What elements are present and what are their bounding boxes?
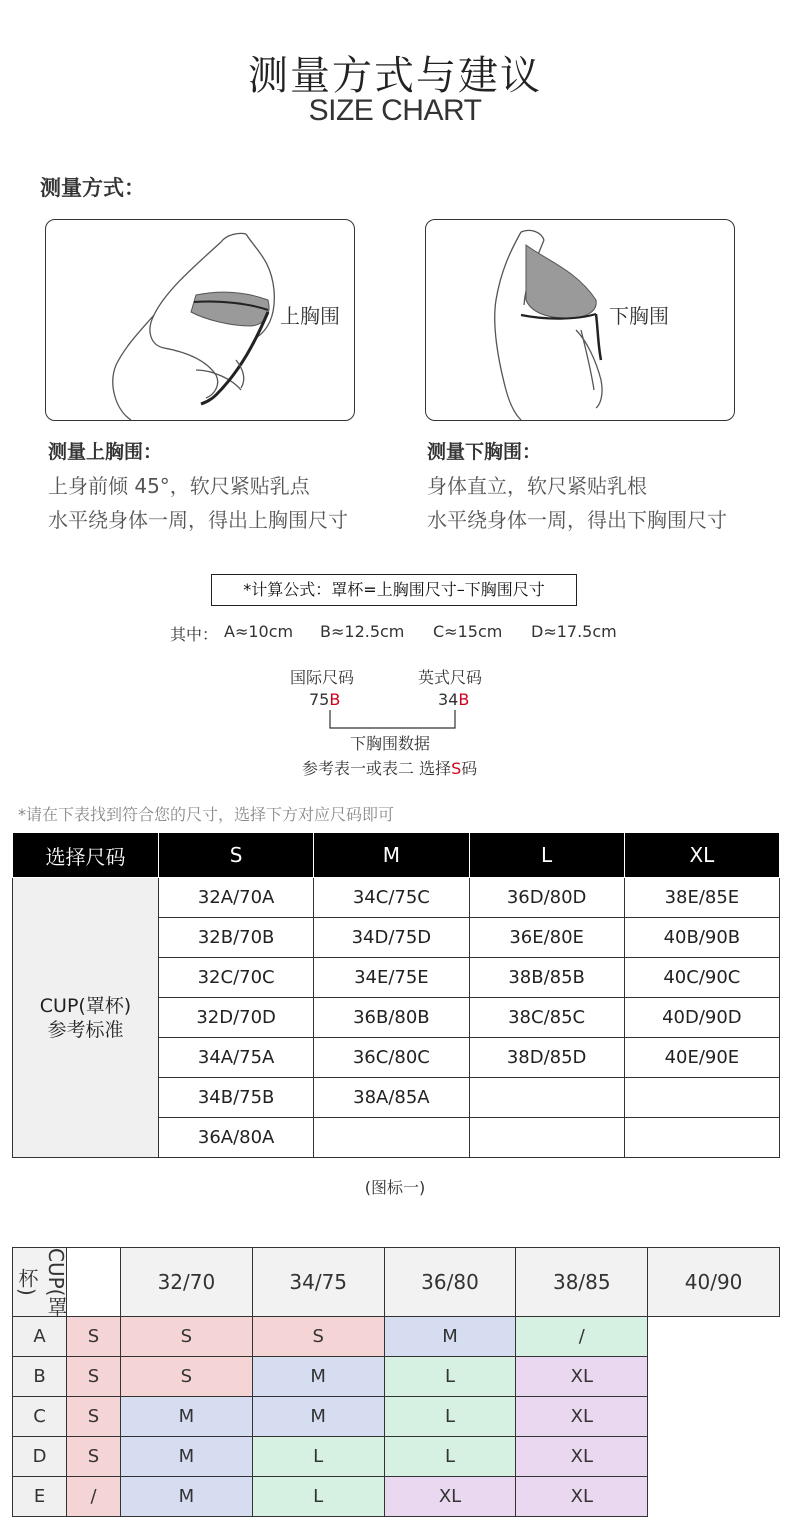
upper-bust-image-label: 上胸围 xyxy=(280,304,340,328)
table-row xyxy=(13,878,780,918)
reference-size: S xyxy=(451,759,462,778)
table-one-caption: (图标一) xyxy=(364,1178,426,1197)
size-cell: M xyxy=(121,1397,253,1437)
table-cell: 36B/80B xyxy=(314,998,469,1038)
table-cell: 32B/70B xyxy=(159,918,314,958)
selection-note: *请在下表找到符合您的尺寸，选择下方对应尺码即可 xyxy=(18,805,395,824)
size-cell: L xyxy=(384,1437,516,1477)
cup-reference-label-line1: CUP(罩杯) xyxy=(39,994,132,1017)
table-cell: 36A/80A xyxy=(159,1118,314,1158)
size-cell: XL xyxy=(384,1477,516,1517)
uk-size-number: 34 xyxy=(438,690,459,709)
under-bust-data-label: 下胸围数据 xyxy=(350,734,431,753)
uk-size-label: 英式尺码 xyxy=(418,668,483,687)
cup-reference-label-line2: 参考标准 xyxy=(47,1018,124,1041)
size-cell: L xyxy=(384,1397,516,1437)
size-cell: S xyxy=(121,1357,253,1397)
size-cell: XL xyxy=(516,1477,648,1517)
band-header-36-80: 36/80 xyxy=(384,1248,516,1317)
band-header-38-85: 38/85 xyxy=(516,1248,648,1317)
cup-axis-label xyxy=(13,1248,67,1317)
value-c: C≈15cm xyxy=(433,622,503,641)
size-cell: L xyxy=(252,1437,384,1477)
size-cell: XL xyxy=(516,1357,648,1397)
cup-axis-label-text: CUP(罩杯) xyxy=(15,1248,68,1317)
table-row xyxy=(13,1437,780,1477)
under-bust-caption-line1: 身体直立，软尺紧贴乳根 xyxy=(427,474,647,498)
cup-letter: D xyxy=(13,1437,67,1477)
size-cell: M xyxy=(252,1397,384,1437)
size-header-m: M xyxy=(314,833,469,878)
under-bust-image-label: 下胸围 xyxy=(609,304,669,328)
size-cell: S xyxy=(67,1357,121,1397)
size-cell: XL xyxy=(516,1397,648,1437)
size-chart-table-two xyxy=(12,1247,780,1517)
table-row xyxy=(13,1477,780,1517)
size-cell: / xyxy=(67,1477,121,1517)
cup-letter: E xyxy=(13,1477,67,1517)
size-cell: S xyxy=(121,1317,253,1357)
size-cell: M xyxy=(252,1357,384,1397)
size-cell: / xyxy=(516,1317,648,1357)
size-cell: S xyxy=(67,1397,121,1437)
under-bust-caption-title: 测量下胸围： xyxy=(427,441,542,463)
size-header-xl: XL xyxy=(624,833,779,878)
value-a: A≈10cm xyxy=(224,622,294,641)
size-header-l: L xyxy=(469,833,624,878)
reference-suffix: 码 xyxy=(461,759,478,778)
uk-size-example xyxy=(438,690,469,709)
size-header-s: S xyxy=(159,833,314,878)
table-cell: 34E/75E xyxy=(314,958,469,998)
value-b: B≈12.5cm xyxy=(320,622,405,641)
uk-size-cup: B xyxy=(458,690,470,709)
table-cell: 32D/70D xyxy=(159,998,314,1038)
cup-reference-label xyxy=(13,878,159,1158)
table-cell: 40E/90E xyxy=(624,1038,779,1078)
size-cell: M xyxy=(121,1477,253,1517)
table-cell: 36E/80E xyxy=(469,918,624,958)
table-cell: 38A/85A xyxy=(314,1078,469,1118)
table-cell xyxy=(469,1118,624,1158)
page-subtitle: SIZE CHART xyxy=(308,94,482,127)
example-bracket xyxy=(325,710,465,732)
table-two-corner xyxy=(67,1248,121,1317)
band-header-34-75: 34/75 xyxy=(252,1248,384,1317)
table-cell: 34D/75D xyxy=(314,918,469,958)
page-title: 测量方式与建议 xyxy=(248,53,542,99)
table-cell: 32C/70C xyxy=(159,958,314,998)
table-cell xyxy=(469,1078,624,1118)
table-cell: 36D/80D xyxy=(469,878,624,918)
table-row xyxy=(13,1317,780,1357)
table-cell: 40B/90B xyxy=(624,918,779,958)
band-header-40-90: 40/90 xyxy=(648,1248,780,1317)
cup-letter: A xyxy=(13,1317,67,1357)
value-d: D≈17.5cm xyxy=(531,622,617,641)
size-chart-table-one xyxy=(12,832,780,1158)
size-cell: S xyxy=(252,1317,384,1357)
reference-text: 参考表一或表二 选择 xyxy=(302,759,452,778)
intl-size-cup: B xyxy=(329,690,341,709)
cup-letter: B xyxy=(13,1357,67,1397)
table-cell: 38B/85B xyxy=(469,958,624,998)
upper-bust-caption-title: 测量上胸围： xyxy=(48,441,163,463)
reference-instruction xyxy=(302,756,477,779)
size-cell: S xyxy=(67,1437,121,1477)
size-cell: S xyxy=(67,1317,121,1357)
table-cell: 38D/85D xyxy=(469,1038,624,1078)
band-header-32-70: 32/70 xyxy=(121,1248,253,1317)
cup-letter: C xyxy=(13,1397,67,1437)
size-cell: M xyxy=(121,1437,253,1477)
table-cell: 36C/80C xyxy=(314,1038,469,1078)
under-bust-figure-icon xyxy=(426,220,734,420)
intl-size-label: 国际尺码 xyxy=(290,668,355,687)
table-cell: 40C/90C xyxy=(624,958,779,998)
under-bust-illustration xyxy=(425,219,735,421)
table-cell: 32A/70A xyxy=(159,878,314,918)
under-bust-caption-line2: 水平绕身体一周，得出下胸围尺寸 xyxy=(427,508,727,532)
table-cell: 38C/85C xyxy=(469,998,624,1038)
size-cell: L xyxy=(252,1477,384,1517)
table-cell xyxy=(314,1118,469,1158)
table-cell xyxy=(624,1078,779,1118)
table-cell: 34B/75B xyxy=(159,1078,314,1118)
size-cell: L xyxy=(384,1357,516,1397)
table-cell: 40D/90D xyxy=(624,998,779,1038)
table-cell: 34C/75C xyxy=(314,878,469,918)
table-cell: 34A/75A xyxy=(159,1038,314,1078)
table-cell: 38E/85E xyxy=(624,878,779,918)
values-prefix: 其中： xyxy=(170,625,219,644)
size-cell: M xyxy=(384,1317,516,1357)
size-cell: XL xyxy=(516,1437,648,1477)
method-section-label: 测量方式： xyxy=(40,176,145,200)
table-row xyxy=(13,1357,780,1397)
intl-size-number: 75 xyxy=(309,690,330,709)
upper-bust-illustration xyxy=(45,219,355,421)
cup-formula-box: *计算公式：罩杯=上胸围尺寸–下胸围尺寸 xyxy=(211,574,577,606)
table-one-corner: 选择尺码 xyxy=(13,833,159,878)
upper-bust-caption-line1: 上身前倾 45°，软尺紧贴乳点 xyxy=(48,474,310,498)
table-cell xyxy=(624,1118,779,1158)
upper-bust-caption-line2: 水平绕身体一周，得出上胸围尺寸 xyxy=(48,508,348,532)
table-row xyxy=(13,1397,780,1437)
intl-size-example xyxy=(309,690,340,709)
